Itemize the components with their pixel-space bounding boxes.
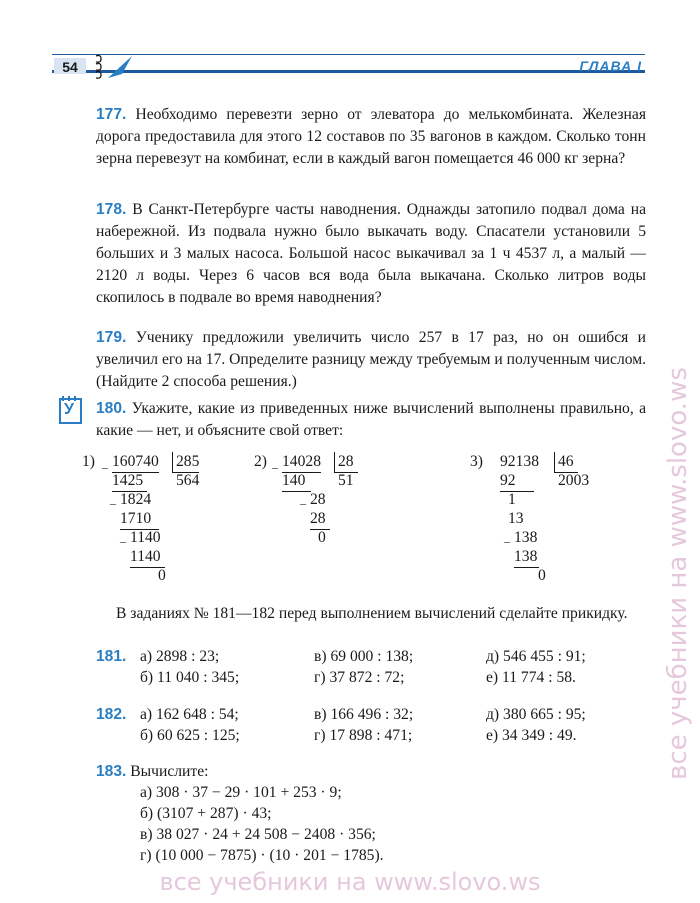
quotient: 564 — [176, 472, 200, 489]
partial-product: 1140 — [130, 547, 165, 568]
header-top-rule — [52, 54, 645, 55]
minus-sign: _ — [120, 530, 126, 544]
division-label: 2) — [254, 453, 267, 470]
final-remainder: 0 — [318, 529, 326, 546]
partial-product: 1710 — [120, 509, 159, 530]
problem-number: 179. — [96, 329, 127, 346]
partial-remainder: 28 — [310, 491, 326, 508]
partial-product: 140 — [282, 471, 311, 492]
item-g: г) 17 898 : 471; — [314, 727, 413, 744]
minus-sign: _ — [300, 492, 306, 506]
divisor: 46 — [554, 452, 578, 473]
partial-product: 138 — [514, 547, 539, 568]
item-d: д) 546 455 : 91; — [486, 648, 586, 665]
problem-text: Необходимо перевезти зерно от элеватора до мелькомбината. Железная дорога предоставила для этого 12 составов по 35 вагонов в каждом. Сколько тонн зерна перевезут на комбинат, если в каждый вагон помещается 46 000 кг зерна? — [96, 106, 646, 167]
problem-number: 183. — [96, 763, 127, 780]
partial-product: 92 — [500, 471, 534, 492]
problem-183-heading — [96, 761, 208, 783]
bottom-watermark: все учебники на www.slovo.ws — [159, 868, 541, 896]
final-remainder: 0 — [538, 567, 546, 584]
quotient: 2003 — [558, 472, 590, 489]
item-g: г) 37 872 : 72; — [314, 669, 405, 686]
problem-177 — [96, 104, 646, 170]
dividend: 92138 — [500, 453, 539, 470]
partial-remainder: 1824 — [120, 491, 152, 508]
intro-181-182: В заданиях № 181—182 перед выполнением вычислений сделайте прикидку. — [116, 605, 628, 622]
minus-sign: _ — [102, 456, 108, 470]
problem-number-182 — [96, 704, 126, 726]
dividend: 160740 — [112, 452, 159, 473]
problem-number: 180. — [96, 400, 127, 417]
item-a: а) 162 648 : 54; — [140, 706, 239, 723]
problem-number: 178. — [96, 201, 127, 218]
partial-remainder: 1 — [508, 491, 516, 508]
divisor: 28 — [334, 452, 358, 473]
item-v: в) 69 000 : 138; — [314, 648, 414, 665]
problem-180 — [96, 398, 646, 442]
divisor: 285 — [172, 452, 199, 473]
chapter-label: ГЛАВА I — [579, 58, 642, 74]
dividend: 14028 — [282, 452, 321, 473]
spiral-pen-icon — [92, 52, 136, 82]
item-e: е) 34 349 : 49. — [486, 727, 577, 744]
minus-sign: _ — [110, 492, 116, 506]
vertical-watermark — [650, 80, 700, 800]
problem-text: Укажите, какие из приведенных ниже вычислений выполнены правильно, а какие — нет, и объясните свой ответ: — [96, 400, 646, 439]
minus-sign: _ — [504, 530, 510, 544]
problem-number: 177. — [96, 106, 127, 123]
item-d: д) 380 665 : 95; — [486, 706, 586, 723]
long-division-1 — [82, 452, 222, 592]
problem-number: 182. — [96, 706, 127, 723]
item-b: б) (3107 + 287) · 43; — [140, 805, 272, 822]
item-v: в) 38 027 · 24 + 24 508 − 2408 · 356; — [140, 826, 376, 843]
final-remainder: 0 — [158, 567, 166, 584]
item-g: г) (10 000 − 7875) · (10 · 201 − 1785). — [140, 847, 384, 864]
page-number: 54 — [54, 58, 86, 74]
badge-letter: У — [64, 401, 74, 418]
problem-number: 181. — [96, 648, 127, 665]
item-a: а) 308 · 37 − 29 · 101 + 253 · 9; — [140, 784, 342, 801]
header-rule — [52, 70, 645, 73]
item-e: е) 11 774 : 58. — [486, 669, 576, 686]
long-division-2 — [254, 452, 374, 552]
vertical-watermark-text: все учебники на www.slovo.ws — [663, 367, 693, 780]
problem-number-181 — [96, 646, 126, 668]
item-a: а) 2898 : 23; — [140, 648, 220, 665]
partial-remainder: 1140 — [130, 529, 161, 546]
minus-sign: _ — [272, 456, 278, 470]
partial-remainder: 13 — [508, 510, 524, 527]
problem-text: Ученику предложили увеличить число 257 в 17 раз, но он ошибся и увеличил его на 17. Определите разницу между требуемым и полученным числом. (Найдите 2 способа решения.) — [96, 329, 646, 390]
partial-remainder: 138 — [514, 529, 538, 546]
long-division-3 — [470, 452, 610, 592]
partial-product: 28 — [310, 509, 330, 530]
division-label: 1) — [82, 453, 95, 470]
item-b: б) 60 625 : 125; — [140, 727, 240, 744]
quotient: 51 — [338, 472, 354, 489]
problem-text: В Санкт-Петербурге часты наводнения. Однажды затопило подвал дома на набережной. Из подвала нужно было выкачать воду. Спасатели установили 5 больших и 3 малых насоса. Большой насос выкачивал за 1 ч 4537 л, а малый — 2120 л воды. Через 6 часов вся вода была выкачана. Сколько литров воды скопилось в подвале во время наводнения? — [96, 201, 646, 306]
partial-product: 1425 — [112, 471, 147, 492]
problem-178 — [96, 199, 646, 309]
division-label: 3) — [470, 453, 483, 470]
item-v: в) 166 496 : 32; — [314, 706, 414, 723]
problem-179 — [96, 327, 646, 393]
item-b: б) 11 040 : 345; — [140, 669, 240, 686]
problem-title: Вычислите: — [130, 763, 209, 780]
